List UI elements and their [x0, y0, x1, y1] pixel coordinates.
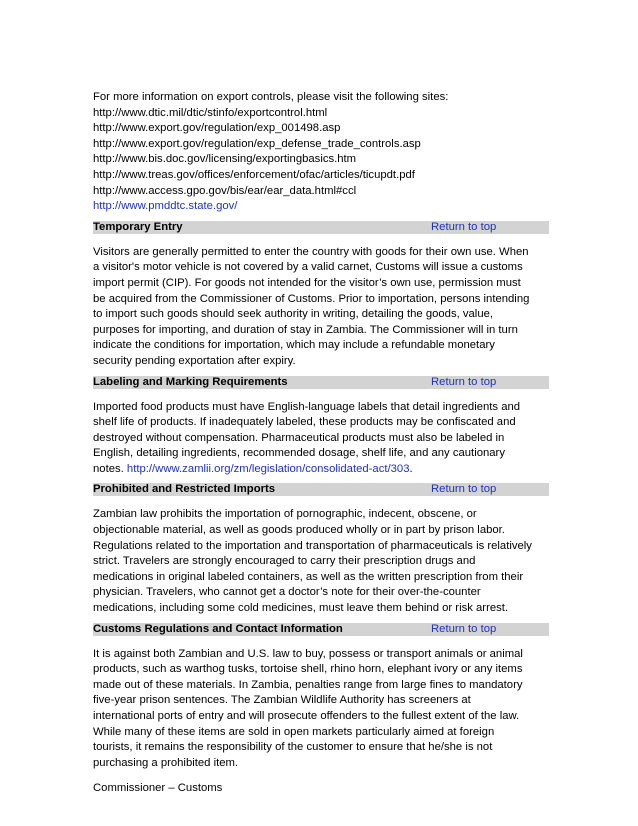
section-title: Prohibited and Restricted Imports	[93, 483, 276, 496]
section-header-temporary-entry	[93, 221, 549, 234]
closing-text: Commissioner – Customs	[93, 782, 223, 795]
paragraph-line: Visitors are generally permitted to enter the country with goods for their own use. When	[93, 245, 529, 258]
paragraph-line: to import such goods should seek authority in writing, detailing the goods, value,	[93, 308, 494, 321]
zamlii-link[interactable]: http://www.zamlii.org/zm/legislation/consolidated-act/303	[126, 462, 410, 475]
paragraph-line: objectionable material, as well as goods produced wholly or in part by prison labor.	[93, 524, 505, 537]
paragraph-line: indicate the conditions for importation, which may include a refundable monetary	[93, 339, 495, 352]
return-to-top-link[interactable]: Return to top	[431, 220, 497, 233]
section-header-labeling	[93, 376, 549, 389]
return-to-top-link[interactable]: Return to top	[431, 375, 497, 388]
notes-prefix: notes.	[93, 462, 127, 475]
paragraph-line: physician. Travelers, who cannot get a doctor’s note for their over-the-counter	[93, 586, 481, 599]
return-to-top-link[interactable]: Return to top	[431, 622, 497, 635]
customs-regulations-paragraph	[93, 647, 549, 772]
paragraph-line: a visitor's motor vehicle is not covered by a valid carnet, Customs will issue a customs	[93, 261, 523, 274]
section-title: Temporary Entry	[93, 220, 183, 233]
paragraph-line: destroyed without compensation. Pharmaceutical products must also be labeled in	[93, 431, 505, 444]
paragraph-line: be acquired from the Commissioner of Customs. Prior to importation, persons intending	[93, 292, 530, 305]
paragraph-line: While many of these items are sold in open markets particularly aimed at foreign	[93, 725, 495, 738]
paragraph-line: shelf life of products. If inadequately labeled, these products may be confiscated and	[93, 416, 516, 429]
pmddtc-link[interactable]: http://www.pmddtc.state.gov/	[93, 200, 238, 213]
paragraph-line: five-year prison sentences. The Zambian Wildlife Authority has screeners at	[93, 694, 471, 707]
paragraph-line: It is against both Zambian and U.S. law to buy, possess or transport animals or animal	[93, 647, 523, 660]
notes-suffix: .	[409, 462, 413, 475]
paragraph-line: import permit (CIP). For goods not intended for the visitor’s own use, permission must	[93, 276, 521, 289]
temporary-entry-paragraph	[93, 245, 549, 370]
paragraph-line: purposes for importing, and duration of stay in Zambia. The Commissioner will in turn	[93, 323, 518, 336]
return-to-top-link[interactable]: Return to top	[431, 483, 497, 496]
paragraph-line: purchasing a prohibited item.	[93, 756, 239, 769]
paragraph-line: medications in original labeled containers, as well as the written prescription from their	[93, 570, 524, 583]
paragraph-line: strict. Travelers are strongly encouraged to carry their prescription drugs and	[93, 555, 476, 568]
paragraph-line	[93, 462, 549, 478]
export-url-3: http://www.export.gov/regulation/exp_defense_trade_controls.asp	[93, 137, 421, 150]
labeling-paragraph	[93, 400, 549, 478]
paragraph-line: tourists, it remains the responsibility of the customer to ensure that he/she is not	[93, 741, 493, 754]
intro-block	[93, 90, 549, 215]
export-url-1: http://www.dtic.mil/dtic/stinfo/exportcontrol.html	[93, 106, 328, 119]
export-url-6: http://www.access.gpo.gov/bis/ear/ear_data.html#ccl	[93, 184, 357, 197]
paragraph-line: medications, including some cold medicines, must leave them behind or risk arrest.	[93, 602, 509, 615]
section-header-customs-regulations	[93, 623, 549, 636]
export-url-2: http://www.export.gov/regulation/exp_001498.asp	[93, 122, 341, 135]
section-title: Customs Regulations and Contact Information	[93, 622, 343, 635]
export-url-5: http://www.treas.gov/offices/enforcement/ofac/articles/ticupdt.pdf	[93, 168, 415, 181]
document-page	[93, 90, 549, 797]
paragraph-line: made out of these materials. In Zambia, penalties range from large fines to mandatory	[93, 678, 523, 691]
paragraph-line: English, detailing ingredients, recommended dosage, shelf life, and any cautionary	[93, 447, 505, 460]
paragraph-line: security pending exportation after expiry.	[93, 354, 296, 367]
export-url-4: http://www.bis.doc.gov/licensing/exportingbasics.htm	[93, 153, 357, 166]
paragraph-line: products, such as warthog tusks, tortoise shell, rhino horn, elephant ivory or any items	[93, 663, 523, 676]
paragraph-line: international ports of entry and will prosecute offenders to the fullest extent of the law.	[93, 710, 520, 722]
section-header-prohibited-imports	[93, 483, 549, 496]
section-title: Labeling and Marking Requirements	[93, 375, 288, 388]
paragraph-line: Imported food products must have English-language labels that detail ingredients and	[93, 400, 521, 413]
paragraph-line: Zambian law prohibits the importation of pornographic, indecent, obscene, or	[93, 508, 477, 521]
prohibited-imports-paragraph	[93, 507, 549, 616]
intro-text: For more information on export controls, please visit the following sites:	[93, 91, 449, 103]
paragraph-line: Regulations related to the importation and transportation of pharmaceuticals is relatively	[93, 539, 532, 552]
